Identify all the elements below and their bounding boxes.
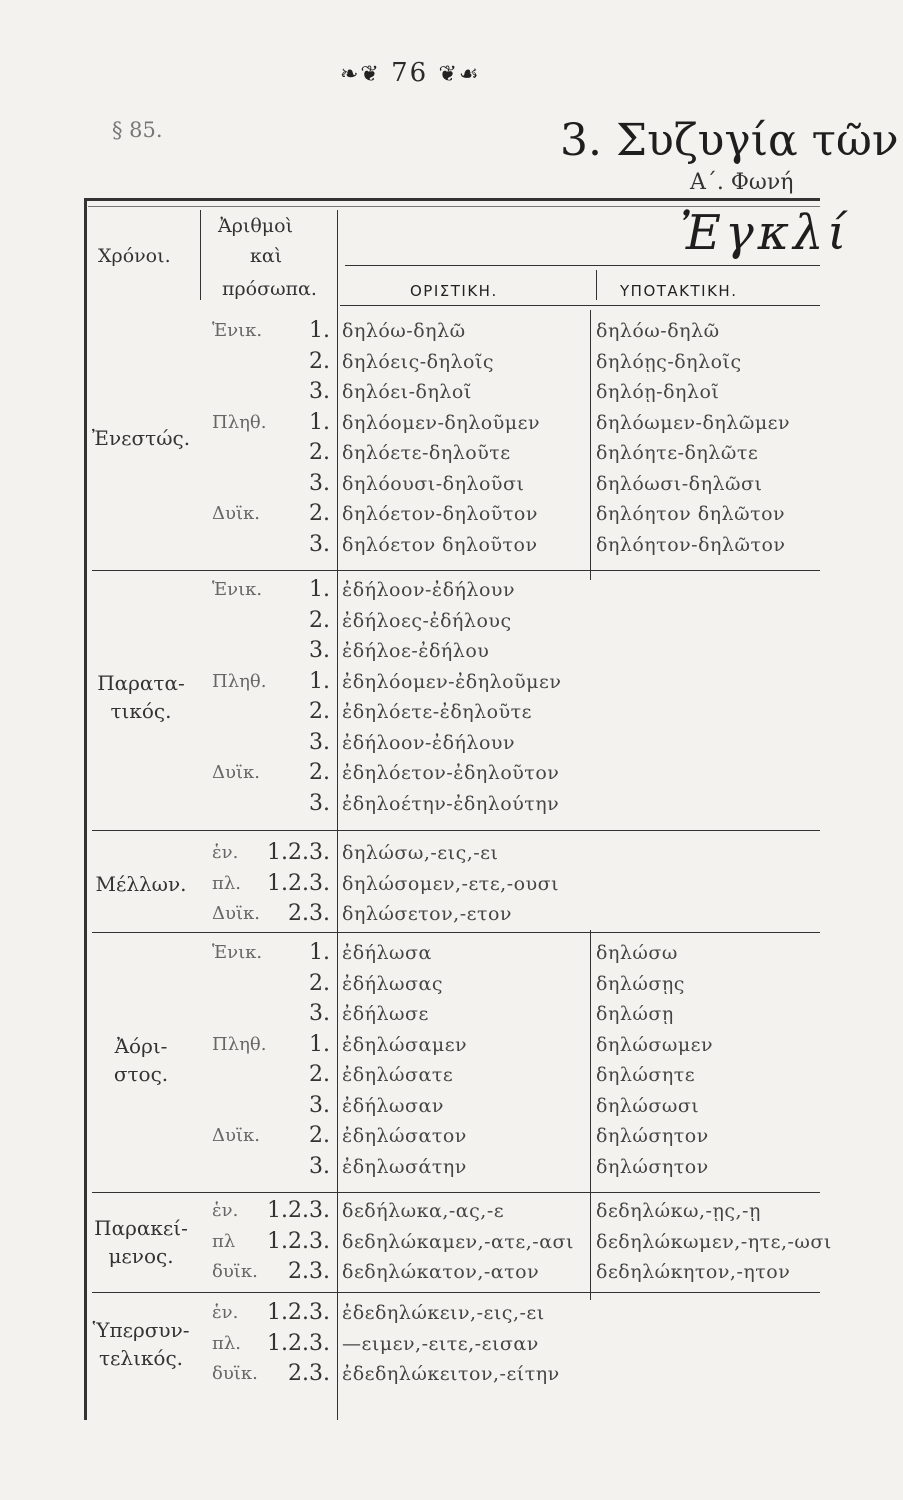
indicative-form: ἐδήλωσα	[342, 942, 432, 964]
subjunctive-form: δεδηλώκωμεν,-ητε,-ωσι	[596, 1230, 832, 1253]
number-group-label: Πληθ.	[212, 670, 267, 692]
indicative-form: ἐδήλωσαν	[342, 1094, 444, 1117]
person-number: 3.	[309, 790, 330, 816]
indicative-form: ἐδηλόομεν-ἐδηλοῦμεν	[342, 670, 562, 693]
column-head-rule	[340, 305, 820, 306]
indicative-header: ΟΡΙΣΤΙΚΗ.	[410, 282, 498, 300]
subjunctive-form: δηλόω-δηλῶ	[596, 320, 720, 342]
person-number: 2.	[309, 699, 330, 724]
number-group-label: Ἑνικ.	[212, 579, 263, 600]
person-number: 2.	[309, 760, 330, 785]
subjunctive-divider-aorist	[590, 930, 591, 1300]
subjunctive-form: δηλώσῃ	[596, 1003, 674, 1025]
subjunctive-form: δηλόωμεν-δηλῶμεν	[596, 411, 791, 434]
indicative-form: δεδηλώκαμεν,-ατε,-ασι	[342, 1230, 574, 1253]
person-number: 3.	[309, 1092, 330, 1118]
person-number: 3.	[309, 1001, 330, 1026]
number-group-label: Ἑνικ.	[212, 942, 263, 963]
tense-name: τελικός.	[98, 1345, 184, 1370]
subjunctive-form: δηλόητον-δηλῶτον	[596, 533, 786, 556]
subjunctive-form: δεδηλώκητον,-ητον	[596, 1261, 791, 1283]
person-number: 1.	[309, 1031, 330, 1057]
subjunctive-header: ΥΠΟΤΑΚΤΙΚΗ.	[620, 282, 738, 300]
tense-name: τικός.	[110, 699, 172, 723]
indicative-form: δεδήλωκα,-ας,-ε	[342, 1200, 505, 1222]
ornament-left-icon: ❧❦	[340, 62, 381, 87]
tense-name: Μέλλων.	[95, 871, 187, 896]
indicative-form: ἐδεδηλώκειτον,-είτην	[342, 1363, 560, 1385]
person-number: 1.2.3.	[267, 1300, 330, 1325]
tense-name: μενος.	[108, 1243, 174, 1268]
indicative-form: δηλόεις-δηλοῖς	[342, 350, 495, 373]
number-group-label: πλ.	[212, 872, 241, 894]
indicative-form: δηλόετον δηλοῦτον	[342, 533, 538, 556]
tense-name: Ἀόρι-	[114, 1034, 168, 1058]
ornament-right-icon: ❦☙	[438, 62, 481, 87]
subjunctive-divider-present	[590, 310, 591, 580]
person-number: 1.	[309, 668, 330, 694]
number-group-label: ἑν.	[212, 1302, 239, 1323]
indicative-form: ἐδηλώσαμεν	[342, 1033, 468, 1056]
subjunctive-form: δηλόητον δηλῶτον	[596, 503, 786, 525]
subjunctive-form: δηλώσῃς	[596, 972, 685, 995]
indicative-form: ἐδηλώσατον	[342, 1125, 467, 1147]
indicative-form: ἐδήλοες-ἐδήλους	[342, 609, 512, 632]
indicative-form: ἐδήλοον-ἐδήλουν	[342, 731, 516, 754]
tense-name: Ἐνεστώς.	[91, 426, 191, 450]
indicative-form: ἐδηλοέτην-ἐδηλούτην	[342, 792, 560, 815]
person-number: 3.	[309, 638, 330, 663]
number-group-label: ἑν.	[212, 842, 239, 863]
person-number: 1.	[309, 940, 330, 965]
person-number: 2.	[309, 501, 330, 526]
indicative-form: δηλόω-δηλῶ	[342, 320, 466, 342]
tense-name: Παρακεί-	[94, 1215, 188, 1240]
page-number	[340, 58, 481, 88]
person-number: 2.	[309, 348, 330, 374]
indicative-form: ἐδήλωσε	[342, 1003, 429, 1025]
person-number: 2.	[309, 440, 330, 465]
indicative-column-divider	[337, 210, 338, 1420]
number-group-label: Δυϊκ.	[212, 762, 260, 783]
numbers-header-line-1: Ἀριθμοὶ	[218, 215, 294, 237]
indicative-form: ἐδηλόετον-ἐδηλοῦτον	[342, 762, 560, 784]
person-number: 1.2.3.	[267, 1330, 330, 1356]
subjunctive-form: δηλώσωσι	[596, 1094, 700, 1117]
number-group-label: Δυϊκ.	[212, 503, 260, 524]
person-number: 2.	[309, 607, 330, 633]
number-group-label: Πληθ.	[212, 1033, 267, 1055]
mood-heading: Ἐγκλί	[680, 205, 851, 261]
number-group-label: Δυϊκ.	[212, 903, 260, 924]
indicative-form: ἐδήλωσας	[342, 972, 443, 995]
indicative-form: δηλώσω,-εις,-ει	[342, 842, 499, 864]
person-number: 2.3.	[288, 901, 330, 926]
numbers-header-line-2: καὶ	[250, 245, 283, 267]
number-group-label: Πληθ.	[212, 411, 267, 433]
person-number: 3.	[309, 1153, 330, 1179]
indicative-form: —ειμεν,-ειτε,-εισαν	[342, 1332, 539, 1355]
page-subtitle: Α΄. Φωνή	[690, 170, 794, 195]
indicative-form: ἐδηλόετε-ἐδηλοῦτε	[342, 701, 533, 723]
subjunctive-form: δηλώσητον	[596, 1125, 709, 1147]
indicative-form: δεδηλώκατον,-ατον	[342, 1261, 540, 1283]
subjunctive-form: δηλόῃ-δηλοῖ	[596, 381, 720, 403]
header-divider-1	[200, 210, 201, 300]
indicative-form: δηλώσετον,-ετον	[342, 903, 512, 925]
person-number: 1.2.3.	[267, 870, 330, 896]
person-number: 3.	[309, 379, 330, 404]
person-number: 1.	[309, 409, 330, 435]
indicative-form: δηλώσομεν,-ετε,-ουσι	[342, 872, 560, 895]
indicative-form: ἐδηλωσάτην	[342, 1155, 467, 1178]
tense-name: Ὑπερσυν-	[92, 1317, 190, 1342]
number-group-label: πλ.	[212, 1332, 241, 1354]
number-group-label: ἑν.	[212, 1200, 239, 1221]
subjunctive-form: δηλόωσι-δηλῶσι	[596, 472, 763, 495]
page-number-text: 76	[391, 58, 429, 88]
indicative-form: δηλόετε-δηλοῦτε	[342, 442, 511, 464]
subjunctive-form: δηλόητε-δηλῶτε	[596, 442, 759, 464]
person-number: 2.	[309, 970, 330, 996]
page-title: 3. Συζυγία τῶν	[560, 115, 899, 166]
subjunctive-form: δηλώσητον	[596, 1155, 709, 1178]
person-number: 3.	[309, 470, 330, 496]
person-number: 1.2.3.	[267, 1198, 330, 1223]
number-group-label: Δυϊκ.	[212, 1125, 260, 1146]
numbers-header-line-3: πρόσωπα.	[222, 278, 317, 300]
section-number: § 85.	[112, 118, 163, 142]
indicative-form: δηλόει-δηλοῖ	[342, 381, 472, 403]
indicative-form: ἐδεδηλώκειν,-εις,-ει	[342, 1302, 545, 1324]
table-top-rule	[85, 198, 820, 201]
tenses-header: Χρόνοι.	[98, 245, 171, 267]
subjunctive-form: δηλώσητε	[596, 1064, 696, 1086]
tense-separator	[92, 1192, 820, 1193]
subjunctive-form: δεδηλώκω,-ῃς,-ῃ	[596, 1200, 761, 1222]
subjunctive-form: δηλόῃς-δηλοῖς	[596, 350, 742, 373]
tense-separator	[92, 1292, 820, 1293]
indicative-form: ἐδηλώσατε	[342, 1064, 454, 1086]
mood-head-rule	[345, 265, 820, 266]
number-group-label: Ἑνικ.	[212, 320, 263, 341]
subjunctive-form: δηλώσωμεν	[596, 1033, 714, 1056]
person-number: 1.2.3.	[267, 840, 330, 865]
tense-name: Παρατα-	[97, 671, 185, 695]
tense-separator	[92, 932, 820, 933]
person-number: 2.	[309, 1123, 330, 1148]
subjunctive-head-divider	[596, 270, 597, 300]
person-number: 2.	[309, 1062, 330, 1087]
tense-separator	[92, 570, 820, 571]
person-number: 1.	[309, 577, 330, 602]
number-group-label: δυϊκ.	[212, 1261, 258, 1282]
indicative-form: δηλόομεν-δηλοῦμεν	[342, 411, 540, 434]
number-group-label: δυϊκ.	[212, 1363, 258, 1384]
subjunctive-form: δηλώσω	[596, 942, 678, 964]
person-number: 2.3.	[288, 1361, 330, 1386]
tense-name: στος.	[113, 1062, 169, 1086]
person-number: 2.3.	[288, 1259, 330, 1284]
person-number: 1.2.3.	[267, 1228, 330, 1254]
person-number: 1.	[309, 318, 330, 343]
person-number: 3.	[309, 729, 330, 755]
number-group-label: πλ	[212, 1230, 236, 1252]
indicative-form: ἐδήλοον-ἐδήλουν	[342, 579, 516, 601]
person-number: 3.	[309, 531, 330, 557]
indicative-form: δηλόετον-δηλοῦτον	[342, 503, 538, 525]
indicative-form: δηλόουσι-δηλοῦσι	[342, 472, 525, 495]
indicative-form: ἐδήλοε-ἐδήλου	[342, 640, 490, 662]
tense-separator	[92, 830, 820, 831]
